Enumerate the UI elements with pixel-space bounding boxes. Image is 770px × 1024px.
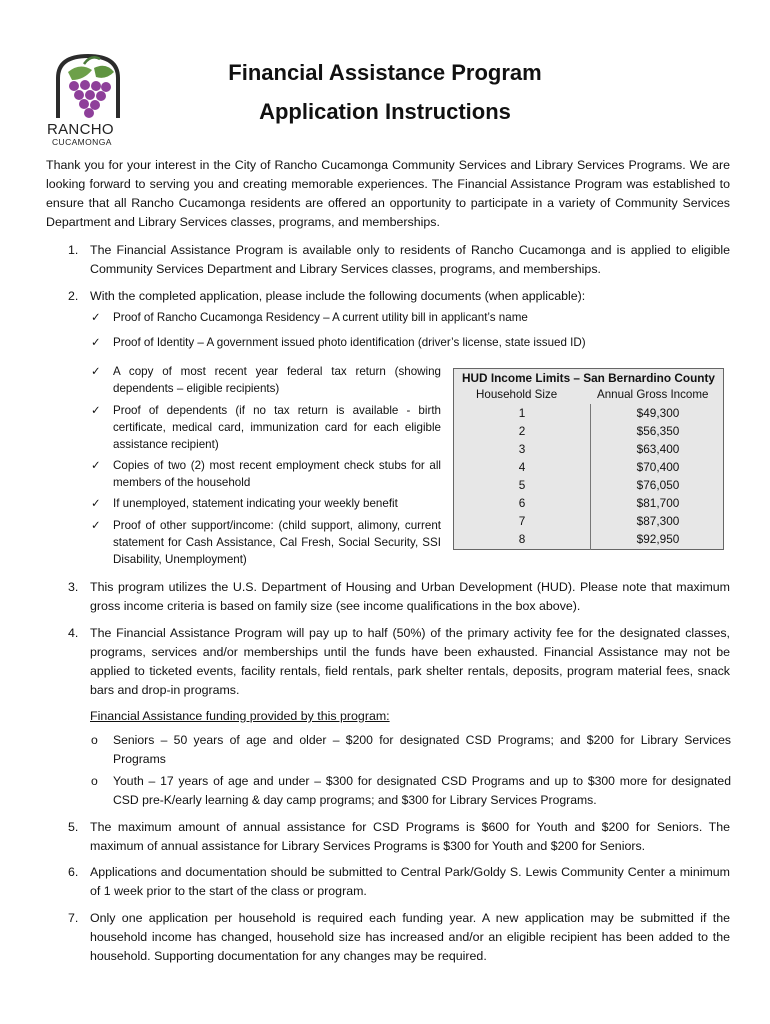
hud-income-cell: $49,300 (636, 406, 680, 420)
hud-size-cell: 4 (518, 460, 526, 474)
document-item (91, 495, 441, 512)
list-text: Only one application per household is required each funding year. A new application may be submitted if the household income has changed, household size has increased and/or an eligible recipient has been added to the household. Supporting documentation for any changes may be required. (90, 911, 730, 963)
list-item (46, 818, 730, 856)
page-subtitle: Application Instructions (259, 99, 511, 124)
funding-text: Youth – 17 years of age and under – $300 for designated CSD Programs and up to $300 more for designated CSD pre-K/early learning & day camp programs; and $300 for Library Services Programs. (113, 774, 731, 807)
hud-col-household-size: Household Size (476, 388, 558, 401)
hud-income-cell: $70,400 (636, 460, 680, 474)
document-text: Proof of dependents (if no tax return is available - birth certificate, medical card, immunization card for each eligible assistance recipient) (113, 404, 441, 451)
list-item (46, 909, 730, 966)
list-number: 3. (68, 580, 79, 594)
hud-size-cell: 3 (518, 442, 526, 456)
document-item (91, 517, 441, 568)
check-icon: ✓ (91, 311, 101, 324)
hud-size-cell: 2 (518, 424, 526, 438)
document-item (91, 457, 441, 491)
list-number: 7. (68, 911, 79, 925)
document-text: A copy of most recent year federal tax return (showing dependents – eligible recipients) (113, 365, 441, 395)
document-item (91, 334, 731, 351)
list-text: With the completed application, please include the following documents (when applicable): (90, 289, 586, 303)
check-icon: ✓ (91, 336, 101, 349)
list-text: The Financial Assistance Program will pay up to half (50%) of the primary activity fee for the designated classes, programs, services and/or memberships until the funds have been exhausted. Financial Assistance may not be applied to ticketed events, facility rentals, field rentals, park shelter rentals, deposits, program material fees, snack bars and drop-in programs. (90, 626, 730, 697)
hud-income-cell: $76,050 (636, 478, 680, 492)
hud-size-cell: 1 (518, 406, 526, 420)
funding-text: Seniors – 50 years of age and older – $200 for designated CSD Programs; and $200 for Library Services Programs (113, 733, 731, 766)
list-number: 4. (68, 626, 79, 640)
hud-income-cell: $81,700 (636, 496, 680, 510)
intro-paragraph: Thank you for your interest in the City of Rancho Cucamonga Community Services and Library Services Programs. We are looking forward to serving you and creating memorable experiences. The Financial Assistance Program was established to ensure that all Rancho Cucamonga residents are offered an opportunity to participate in a variety of Community Services Department and Library Services classes, programs, and memberships. (46, 158, 730, 229)
logo-text-cucamonga: CUCAMONGA (52, 137, 112, 147)
check-icon: ✓ (91, 365, 101, 378)
check-icon: ✓ (91, 497, 101, 510)
list-number: 1. (68, 243, 79, 257)
list-number: 6. (68, 865, 79, 879)
list-item (46, 863, 730, 901)
logo-text-rancho: RANCHO (47, 121, 114, 138)
hud-size-cell: 5 (518, 478, 526, 492)
list-text: The maximum amount of annual assistance for CSD Programs is $600 for Youth and $200 for Seniors. The maximum of annual assistance for Library Services Programs is $300 for Youth and $200 for Seniors. (90, 820, 730, 853)
hud-income-table (453, 368, 724, 550)
list-item (46, 578, 730, 616)
document-item (91, 363, 441, 397)
funding-heading: Financial Assistance funding provided by this program: (90, 709, 390, 723)
hud-income-cell: $87,300 (636, 514, 680, 528)
list-text: The Financial Assistance Program is available only to residents of Rancho Cucamonga and is applied to eligible Community Services Department and Library Services classes, programs, and memberships. (90, 243, 730, 276)
document-item (91, 402, 441, 453)
hud-income-cell: $63,400 (636, 442, 680, 456)
hud-size-cell: 7 (518, 514, 526, 528)
list-text: Applications and documentation should be submitted to Central Park/Goldy S. Lewis Community Center a minimum of 1 week prior to the start of the class or program. (90, 865, 730, 898)
document-text: If unemployed, statement indicating your weekly benefit (113, 497, 398, 510)
list-text: This program utilizes the U.S. Department of Housing and Urban Development (HUD). Please note that maximum gross income criteria is based on family size (see income qualifications in the box above). (90, 580, 730, 613)
hud-income-cell: $92,950 (636, 532, 680, 546)
funding-item (91, 731, 731, 769)
list-item (46, 287, 730, 306)
check-icon: ✓ (91, 459, 101, 472)
funding-item (91, 772, 731, 810)
hud-income-cell: $56,350 (636, 424, 680, 438)
check-icon: ✓ (91, 404, 101, 417)
list-item (46, 241, 730, 279)
check-icon: ✓ (91, 519, 101, 532)
document-text: Proof of Identity – A government issued photo identification (driver’s license, state issued ID) (113, 336, 586, 349)
hud-size-cell: 8 (518, 532, 526, 546)
document-item (91, 309, 731, 326)
page-title: Financial Assistance Program (228, 60, 542, 85)
list-number: 2. (68, 289, 79, 303)
document-text: Proof of Rancho Cucamonga Residency – A current utility bill in applicant’s name (113, 311, 528, 324)
hud-table-title: HUD Income Limits – San Bernardino County (461, 371, 715, 385)
bullet-icon: o (91, 774, 98, 788)
list-number: 5. (68, 820, 79, 834)
bullet-icon: o (91, 733, 98, 747)
hud-col-annual-income: Annual Gross Income (597, 388, 709, 401)
list-item (46, 624, 730, 700)
document-text: Copies of two (2) most recent employment check stubs for all members of the household (113, 459, 441, 489)
hud-size-cell: 6 (518, 496, 526, 510)
document-text: Proof of other support/income: (child support, alimony, current statement for Cash Assistance, Cal Fresh, Social Security, SSI Disability, Unemployment) (113, 519, 441, 566)
